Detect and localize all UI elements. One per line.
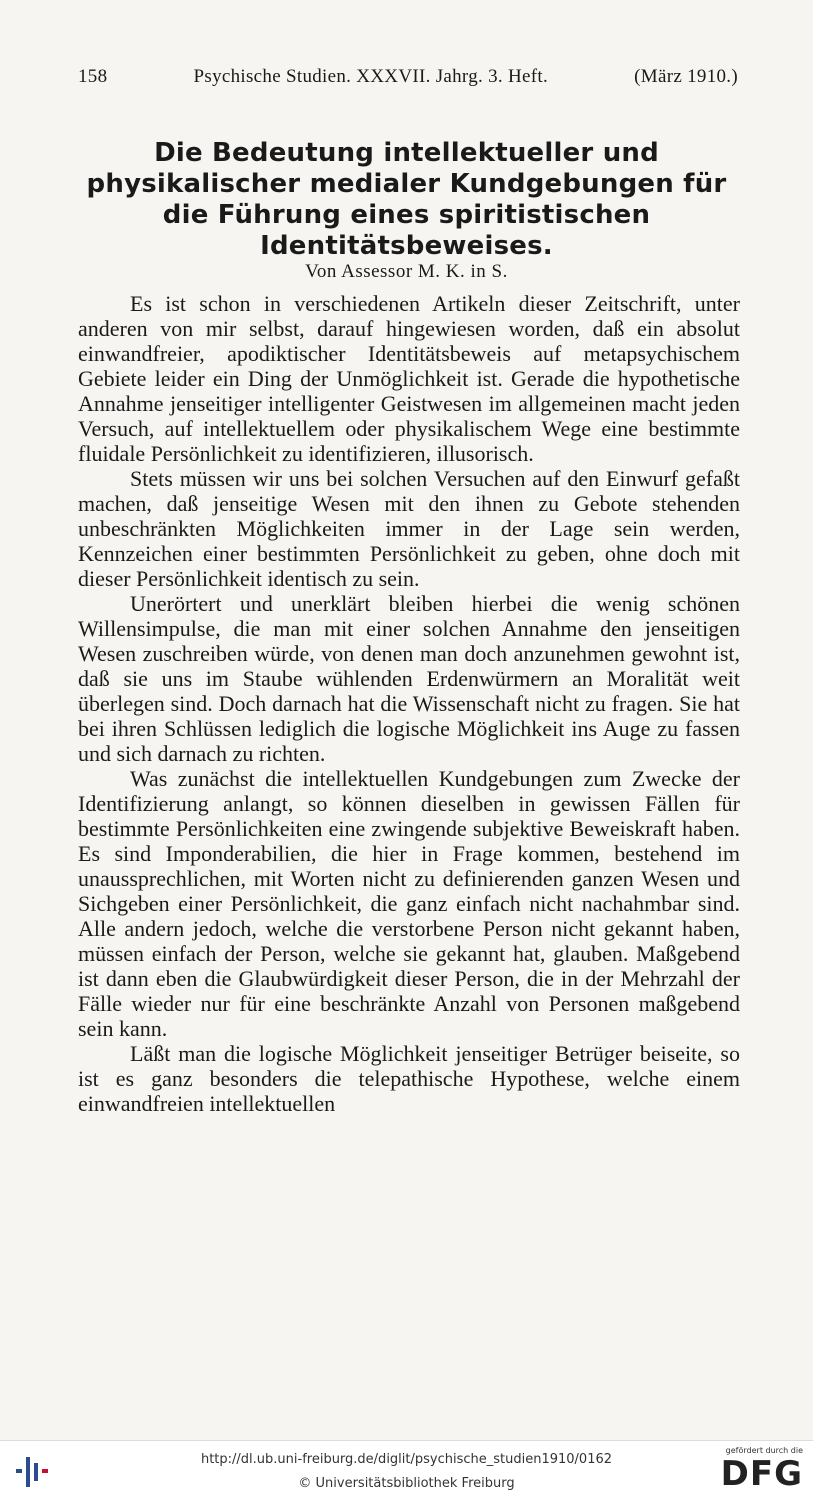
dfg-logo-text: DFG bbox=[720, 1454, 803, 1494]
paragraph: Unerörtert und unerklärt bleiben hierbei die wenig schönen Willensimpulse, die man mit einer solchen Annahme den jenseitigen Wesen zuschreiben würde, von denen man doch anzunehmen gewohnt ist, daß sie uns im Staube wühlenden Erdenwürmern an Moralität weit überlegen sind. Doch darnach hat die Wissenschaft nicht zu fragen. Sie hat bei ihren Schlüssen lediglich die logische Möglichkeit ins Auge zu fassen und sich darnach zu richten. bbox=[78, 591, 740, 766]
paragraph: Es ist schon in verschiedenen Artikeln dieser Zeitschrift, unter anderen von mir selbst, darauf hingewiesen worden, daß ein absolut einwandfreier, apodiktischer Identitätsbeweis auf metapsychischem Gebiete leider ein Ding der Unmöglichkeit ist. Gerade die hypothetische Annahme jenseitiger intelligenter Geistwesen im allgemeinen macht jeden Versuch, auf intellektuellem oder physikalischem Wege eine bestimmte fluidale Persönlichkeit zu identifizieren, illusorisch. bbox=[78, 291, 740, 466]
dfg-logo bbox=[717, 1446, 803, 1496]
running-head bbox=[78, 66, 738, 88]
paragraph: Stets müssen wir uns bei solchen Versuchen auf den Einwurf gefaßt machen, daß jenseitige Wesen mit den ihnen zu Gebote stehenden unbeschränkten Möglichkeiten immer in der Lage sein werden, Kennzeichen einer bestimmten Persönlichkeit zu geben, ohne doch mit dieser Persönlichkeit identisch zu sein. bbox=[78, 466, 740, 591]
journal-title: Psychische Studien. XXXVII. Jahrg. 3. Heft. bbox=[193, 66, 549, 87]
page-number: 158 bbox=[78, 66, 108, 87]
copyright-notice: © Universitätsbibliothek Freiburg bbox=[298, 1476, 515, 1491]
issue-date: (März 1910.) bbox=[634, 66, 738, 87]
dfg-note: gefördert durch die bbox=[725, 1446, 803, 1455]
viewer-footer bbox=[0, 1440, 813, 1499]
article-author: Von Assessor M. K. in S. bbox=[305, 261, 508, 282]
article-body bbox=[78, 291, 740, 1116]
paragraph: Läßt man die logische Möglichkeit jenseitiger Betrüger beiseite, so ist es ganz besonders die telepathische Hypothese, welche einem einwandfreien intellektuellen bbox=[78, 1041, 740, 1116]
source-url[interactable]: http://dl.ub.uni-freiburg.de/diglit/psychische_studien1910/0162 bbox=[200, 1452, 613, 1467]
paragraph: Was zunächst die intellektuellen Kundgebungen zum Zwecke der Identifizierung anlangt, so können dieselben in gewissen Fällen für bestimmte Persönlichkeiten eine zwingende subjektive Beweiskraft haben. Es sind Imponderabilien, die hier in Frage kommen, bestehend im unaussprechlichen, mit Worten nicht zu definierenden ganzen Wesen und Sichgeben einer Persönlichkeit, die ganz einfach nicht nachahmbar sind. Alle andern jedoch, welche die verstorbene Person nicht gekannt haben, müssen einfach der Person, welche sie gekannt hat, glauben. Maßgebend ist dann eben die Glaubwürdigkeit dieser Person, die in der Mehrzahl der Fälle wieder nur für eine beschränkte Anzahl von Personen maßgebend sein kann. bbox=[78, 766, 740, 1041]
article-title: Die Bedeutung intellektueller und physikalischer medialer Kundgebungen für die Führung eines spiritistischen Identitätsbeweises. bbox=[86, 138, 727, 261]
